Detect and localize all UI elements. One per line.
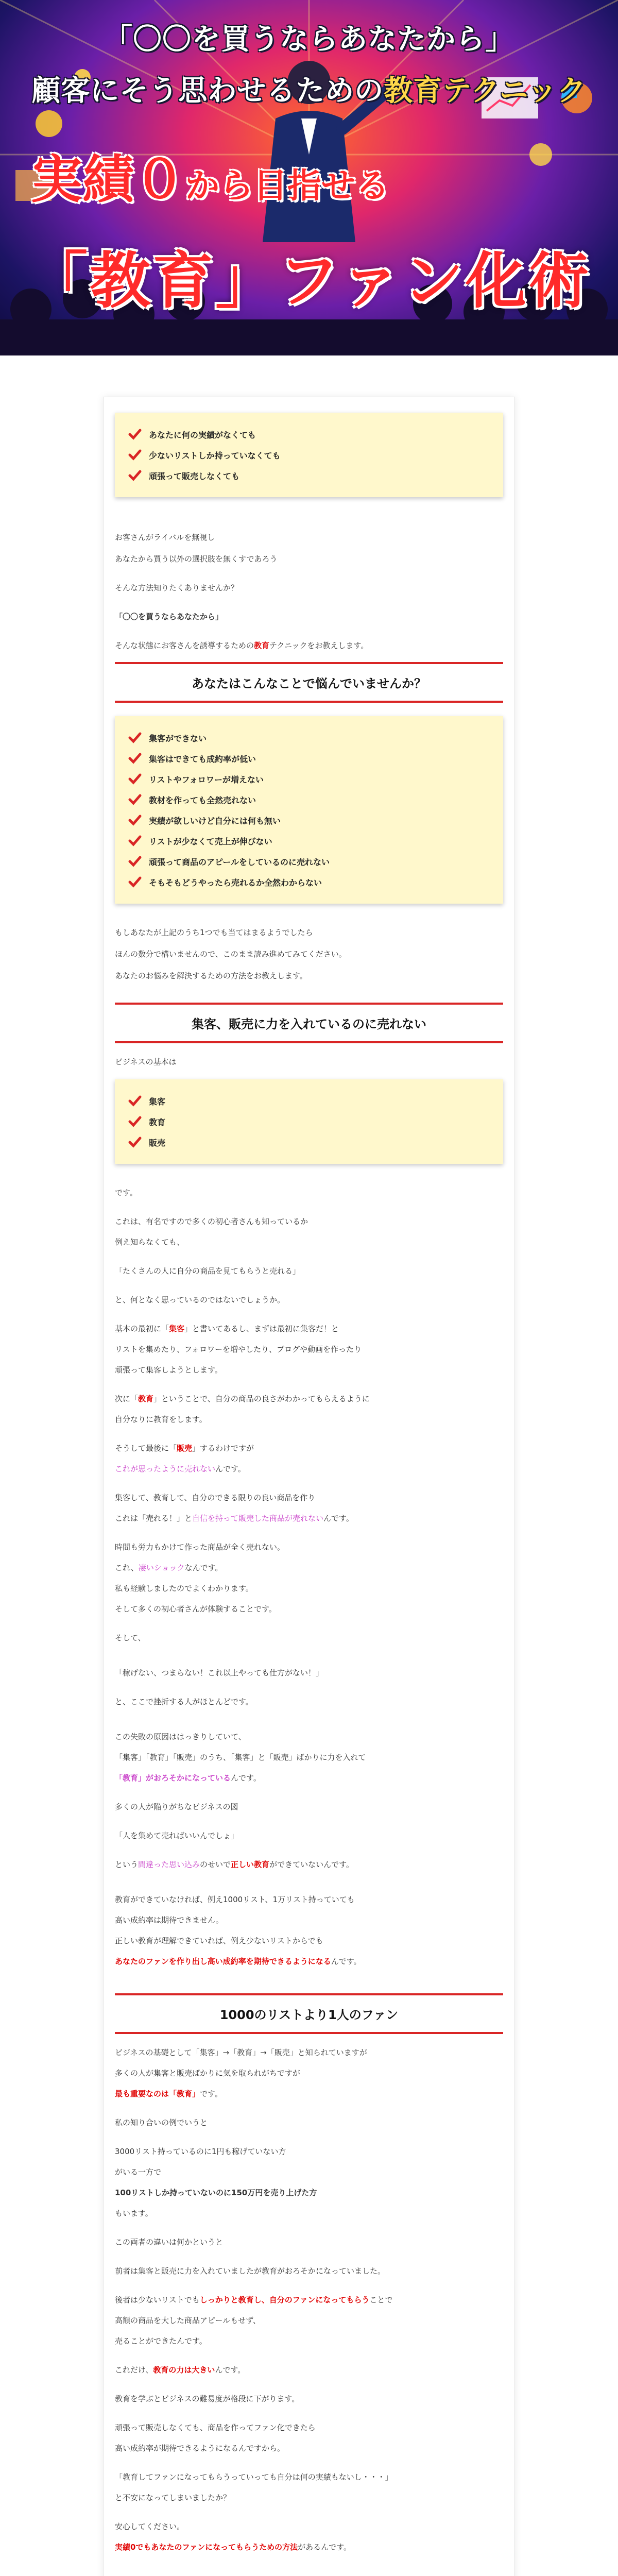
text-span: ができていないんです。 bbox=[269, 1860, 354, 1869]
body-text bbox=[115, 1858, 503, 1871]
body-text bbox=[115, 1562, 503, 1574]
intro-checklist bbox=[115, 413, 503, 497]
body-text: 前者は集客と販売に力を入れていましたが教育がおろそかになっていました。 bbox=[115, 2266, 386, 2276]
body-text: と、何となく思っているのではないでしょうか。 bbox=[115, 1295, 285, 1304]
check-label: 教材を作っても全然売れない bbox=[149, 795, 256, 805]
body-text: 例え知らなくても、 bbox=[115, 1238, 185, 1247]
check-item bbox=[128, 424, 490, 445]
text-span: 基本の最初に「 bbox=[115, 1324, 169, 1333]
text-span: これ、 bbox=[115, 1563, 139, 1572]
body-text: がいる一方で bbox=[115, 2167, 162, 2177]
check-item bbox=[128, 465, 490, 486]
body-text: 頑張って集客しようとします。 bbox=[115, 1365, 222, 1375]
check-icon bbox=[128, 449, 142, 461]
check-icon bbox=[128, 773, 142, 785]
hero-tagline-small: から目指せる bbox=[185, 166, 389, 206]
check-icon bbox=[128, 1095, 142, 1107]
body-text: ほんの数分で構いませんので、このまま読み進めてみてください。 bbox=[115, 950, 347, 959]
check-label: 集客 bbox=[149, 1096, 166, 1107]
body-text: 私も経験しましたのでよくわかります。 bbox=[115, 1584, 253, 1593]
check-icon bbox=[128, 470, 142, 481]
text-emphasis: 実績0でもあなたのファンになってもらうための方法 bbox=[115, 2543, 298, 2552]
body-text: 高額の商品を大した商品アピールもせず、 bbox=[115, 2316, 261, 2325]
body-text: もしあなたが上記のうち1つでも当てはまるようでしたら bbox=[115, 928, 313, 937]
body-text: 「集客」「教育」「販売」のうち、「集客」と「販売」ばかりに力を入れて bbox=[115, 1753, 366, 1762]
text-span: これだけ、 bbox=[115, 2365, 153, 2375]
body-text: そして、 bbox=[115, 1633, 146, 1642]
check-icon bbox=[128, 794, 142, 805]
body-text: 高い成約率が期待できるようになるんですから。 bbox=[115, 2444, 285, 2453]
check-item bbox=[128, 810, 490, 831]
intro-text bbox=[115, 639, 503, 652]
text-emphasis: 教育 bbox=[254, 641, 270, 650]
text-span: そうして最後に「 bbox=[115, 1444, 177, 1453]
text-span: んです。 bbox=[231, 1773, 261, 1783]
hero-sub-text: 顧客にそう思わせるための bbox=[31, 74, 384, 108]
text-emphasis: 間違った思い込み bbox=[138, 1860, 200, 1869]
check-item bbox=[128, 445, 490, 465]
check-label: 販売 bbox=[149, 1138, 166, 1148]
check-label: 頑張って販売しなくても bbox=[149, 471, 240, 481]
text-emphasis: 正しい教育 bbox=[231, 1860, 270, 1869]
text-span: テクニックをお教えします。 bbox=[269, 641, 369, 650]
section-heading: あなたはこんなことで悩んでいませんか？ bbox=[115, 662, 503, 703]
text-emphasis: しっかりと教育し、自分のファンになってもらう bbox=[199, 2295, 370, 2304]
body-text: これは、有名ですので多くの初心者さんも知っているか bbox=[115, 1217, 308, 1226]
check-icon bbox=[128, 429, 142, 440]
check-item bbox=[128, 727, 490, 748]
body-text bbox=[115, 1442, 503, 1454]
check-item bbox=[128, 872, 490, 892]
text-span: これは「売れる！」と bbox=[115, 1514, 193, 1523]
section-heading: 1000のリストより1人のファン bbox=[115, 1993, 503, 2034]
body-text: と、ここで挫折する人がほとんどです。 bbox=[115, 1697, 253, 1706]
section-heading: 集客、販売に力を入れているのに売れない bbox=[115, 1003, 503, 1043]
hero-tagline-big: 実績０ bbox=[31, 149, 185, 210]
body-text: そして多くの初心者さんが体験することです。 bbox=[115, 1604, 277, 1614]
check-item bbox=[128, 769, 490, 789]
check-label: 少ないリストしか持っていなくても bbox=[149, 450, 281, 461]
check-icon bbox=[128, 876, 142, 888]
body-text: 多くの人が陥りがちなビジネスの図 bbox=[115, 1802, 238, 1811]
check-item bbox=[128, 748, 490, 769]
hero-sub-highlight: 教育テクニック bbox=[384, 74, 587, 108]
body-text bbox=[115, 1463, 503, 1475]
check-item bbox=[128, 1132, 490, 1153]
body-text: と不安になってしまいましたか？ bbox=[115, 2493, 231, 2502]
text-emphasis: 自信を持って販売した商品が売れない bbox=[192, 1514, 324, 1523]
body-text: あなたのお悩みを解決するための方法をお教えします。 bbox=[115, 971, 307, 980]
check-icon bbox=[128, 1137, 142, 1148]
body-text bbox=[115, 2541, 503, 2553]
text-span: という bbox=[115, 1860, 139, 1869]
text-emphasis: 最も重要なのは「教育」 bbox=[115, 2089, 200, 2098]
check-label: リストやフォロワーが増えない bbox=[149, 774, 264, 785]
check-item bbox=[128, 831, 490, 851]
check-icon bbox=[128, 815, 142, 826]
text-emphasis: 教育 bbox=[138, 1394, 154, 1403]
text-span: 後者は少ないリストでも bbox=[115, 2295, 200, 2304]
hero-banner bbox=[0, 0, 618, 355]
body-text: 多くの人が集客と販売ばかりに気を取られがちですが bbox=[115, 2069, 300, 2078]
body-text: 私の知り合いの例でいうと bbox=[115, 2118, 208, 2127]
text-span: です。 bbox=[200, 2089, 222, 2098]
body-text: 集客して、教育して、自分のできる限りの良い商品を作り bbox=[115, 1493, 316, 1502]
content-card bbox=[103, 397, 515, 2576]
check-icon bbox=[128, 732, 142, 743]
body-text: 教育ができていなければ、例え1000リスト、1万リスト持っていても bbox=[115, 1895, 355, 1904]
body-quote: 3000リスト持っているのに1円も稼げていない方 bbox=[115, 2147, 286, 2156]
body-emphasis: 100リストしか持っていないのに150万円を売り上げた方 bbox=[115, 2188, 317, 2197]
text-span: 」ということで、自分の商品の良さがわかってもらえるように bbox=[153, 1394, 370, 1403]
body-text: 時間も労力もかけて作った商品が全く売れない。 bbox=[115, 1543, 285, 1552]
text-span: んです。 bbox=[215, 2365, 246, 2375]
text-span: そんな状態にお客さんを誘導するための bbox=[115, 641, 254, 650]
text-emphasis: これが思ったように売れない bbox=[115, 1464, 216, 1473]
body-text bbox=[115, 1323, 503, 1335]
body-text: リストを集めたり、フォロワーを増やしたり、ブログや動画を作ったり bbox=[115, 1345, 362, 1354]
intro-text: お客さんがライバルを無視し bbox=[115, 533, 215, 542]
hero-headline-quote: 「〇〇を買うならあなたから」 bbox=[104, 23, 514, 56]
body-text: この失敗の原因ははっきりしていて、 bbox=[115, 1732, 246, 1741]
body-quote: 「人を集めて売ればいいんでしょ」 bbox=[115, 1831, 239, 1840]
body-text: この両者の違いは何かというと bbox=[115, 2238, 224, 2247]
check-label: 集客ができない bbox=[149, 733, 207, 743]
body-text: です。 bbox=[115, 1188, 138, 1197]
body-text: 売ることができたんです。 bbox=[115, 2336, 207, 2346]
check-icon bbox=[128, 753, 142, 764]
body-text: 正しい教育が理解できていれば、例え少ないリストからでも bbox=[115, 1936, 323, 1945]
body-text bbox=[115, 1772, 503, 1784]
text-emphasis: 集客 bbox=[169, 1324, 185, 1333]
text-emphasis: 教育の力は大きい bbox=[153, 2365, 215, 2375]
check-label: 頑張って商品のアピールをしているのに売れない bbox=[149, 857, 330, 867]
check-icon bbox=[128, 835, 142, 846]
check-label: そもそもどうやったら売れるか全然わからない bbox=[149, 877, 322, 888]
check-label: あなたに何の実績がなくても bbox=[149, 430, 256, 440]
text-emphasis: 凄いショック bbox=[138, 1563, 185, 1572]
check-label: 教育 bbox=[149, 1117, 166, 1127]
text-span: のせいで bbox=[200, 1860, 231, 1869]
check-item bbox=[128, 1091, 490, 1111]
body-text: ビジネスの基本は bbox=[115, 1057, 177, 1066]
check-item bbox=[128, 851, 490, 872]
body-text bbox=[115, 2088, 503, 2100]
body-text bbox=[115, 1393, 503, 1405]
body-text: もいます。 bbox=[115, 2209, 153, 2218]
basics-checklist bbox=[115, 1079, 503, 1164]
hero-title: 「教育」ファン化術 bbox=[27, 245, 591, 316]
body-text: 安心してください。 bbox=[115, 2522, 185, 2531]
body-text: 高い成約率は期待できません。 bbox=[115, 1916, 224, 1925]
text-emphasis: 「教育」がおろそかになっている bbox=[115, 1773, 231, 1783]
intro-highlight: 「〇〇を買うならあなたから」 bbox=[115, 612, 224, 621]
check-label: 集客はできても成約率が低い bbox=[149, 754, 256, 764]
text-span: んです。 bbox=[331, 1957, 362, 1966]
body-text: 頑張って販売しなくても、商品を作ってファン化できたら bbox=[115, 2423, 316, 2432]
hero-headline-sub bbox=[0, 68, 618, 109]
body-text: 自分なりに教育をします。 bbox=[115, 1415, 207, 1424]
text-emphasis: あなたのファンを作り出し高い成約率を期待できるようになる bbox=[115, 1957, 331, 1966]
text-span: ことで bbox=[369, 2295, 393, 2304]
text-span: 次に「 bbox=[115, 1394, 139, 1403]
check-label: 実績が欲しいけど自分には何も無い bbox=[149, 816, 281, 826]
check-item bbox=[128, 1111, 490, 1132]
body-text bbox=[115, 2364, 503, 2376]
text-span: 」と書いてあるし、まずは最初に集客だ！と bbox=[184, 1324, 339, 1333]
text-span: があるんです。 bbox=[298, 2543, 351, 2552]
text-span: んです。 bbox=[323, 1514, 354, 1523]
body-text bbox=[115, 2294, 503, 2306]
text-span: なんです。 bbox=[184, 1563, 223, 1572]
intro-text: そんな方法知りたくありませんか？ bbox=[115, 583, 239, 592]
hero-tagline bbox=[31, 138, 389, 212]
check-icon bbox=[128, 856, 142, 867]
body-text: ビジネスの基礎として「集客」→「教育」→「販売」と知られていますが bbox=[115, 2048, 367, 2057]
text-span: んです。 bbox=[215, 1464, 246, 1473]
intro-text: あなたから買う以外の選択肢を無くすであろう bbox=[115, 554, 278, 564]
body-text: 教育を学ぶとビジネスの難易度が格段に下がります。 bbox=[115, 2394, 300, 2403]
check-icon bbox=[128, 1116, 142, 1127]
body-quote: 「稼げない、つまらない！これ以上やっても仕方がない！」 bbox=[115, 1668, 324, 1677]
text-span: 」するわけですが bbox=[192, 1444, 254, 1453]
body-quote: 「教育してファンになってもらうっていっても自分は何の実績もないし・・・」 bbox=[115, 2472, 393, 2482]
check-label: リストが少なくて売上が伸びない bbox=[149, 836, 272, 846]
body-text bbox=[115, 1955, 503, 1968]
check-item bbox=[128, 789, 490, 810]
body-text bbox=[115, 1512, 503, 1524]
worries-checklist bbox=[115, 716, 503, 904]
text-emphasis: 販売 bbox=[177, 1444, 193, 1453]
body-quote: 「たくさんの人に自分の商品を見てもらうと売れる」 bbox=[115, 1266, 301, 1276]
